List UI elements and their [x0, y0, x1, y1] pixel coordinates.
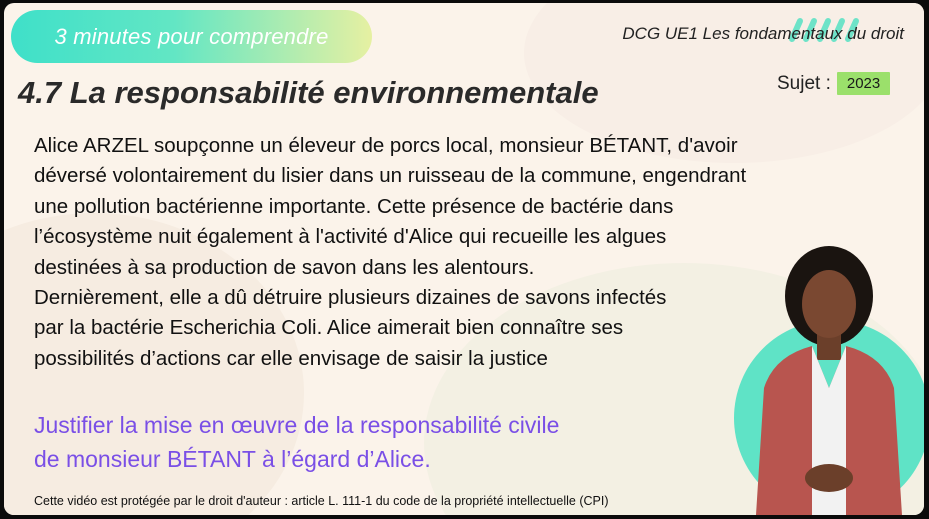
presenter-avatar — [734, 238, 924, 515]
question-prompt — [34, 408, 559, 476]
case-line: Alice ARZEL soupçonne un éleveur de porcs local, monsieur BÉTANT, d'avoir — [34, 134, 738, 157]
course-label: DCG UE1 Les fondamentaux du droit — [622, 24, 904, 43]
case-line: Dernièrement, elle a dû détruire plusieurs dizaines de savons infectés — [34, 286, 667, 310]
case-line: destinées à sa production de savon dans les alentours. — [34, 255, 535, 279]
copyright-notice: Cette vidéo est protégée par le droit d'auteur : article L. 111-1 du code de la propriété intellectuelle (CPI) — [34, 494, 609, 508]
video-slide[interactable] — [4, 3, 924, 515]
page-title: 4.7 La responsabilité environnementale — [18, 75, 599, 110]
case-line: l’écosystème nuit également à l'activité d'Alice qui recueille les algues — [34, 225, 667, 249]
subject-year — [777, 72, 890, 95]
subject-label: Sujet : — [777, 72, 831, 94]
case-line: déversé volontairement du lisier dans un ruisseau de la commune, engendrant — [34, 164, 747, 188]
case-line: une pollution bactérienne importante. Cette présence de bactérie dans — [34, 194, 674, 218]
series-badge — [11, 10, 372, 63]
case-line: possibilités d’actions car elle envisage de saisir la justice — [34, 346, 548, 370]
question-line: Justifier la mise en œuvre de la responsabilité civile — [34, 412, 560, 438]
question-line: de monsieur BÉTANT à l’égard d’Alice. — [34, 446, 431, 472]
series-badge-label: 3 minutes pour comprendre — [54, 23, 329, 49]
case-line: par la bactérie Escherichia Coli. Alice aimerait bien connaître ses — [34, 316, 624, 340]
year-badge: 2023 — [837, 72, 890, 95]
